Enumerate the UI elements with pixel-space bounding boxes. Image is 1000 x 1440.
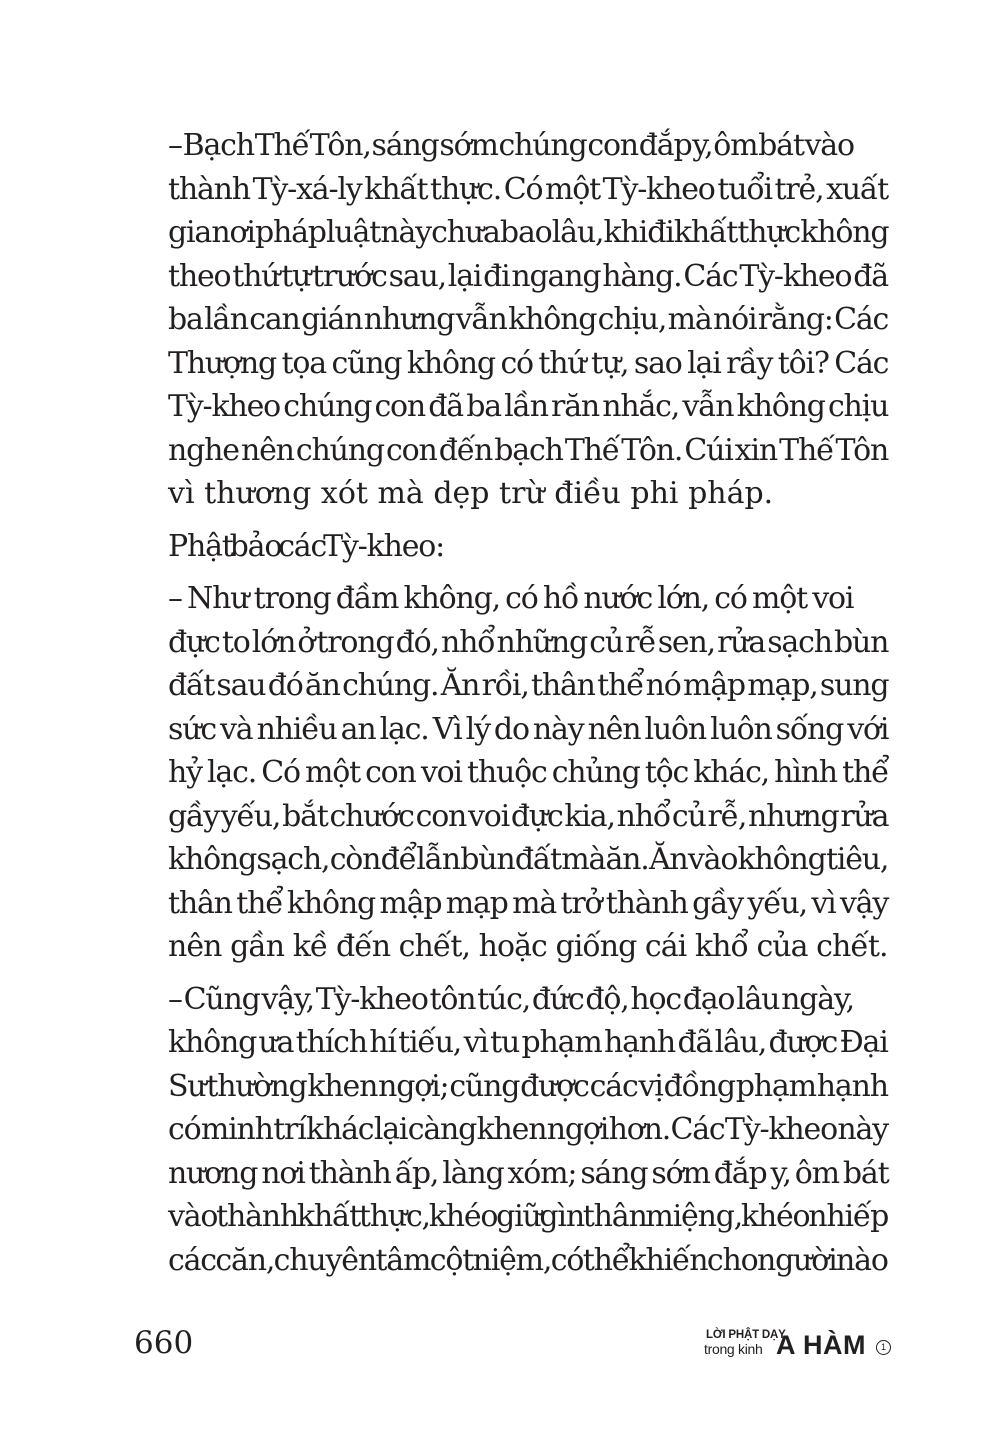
text-line: theo thứ tự trước sau, lại đi ngang hàng. Các Tỳ-kheo đã <box>168 258 888 294</box>
text-line: không ưa thích hí tiếu, vì tu phạm hạnh đã lâu, được Đại <box>168 1025 888 1060</box>
text-line: nương nơi thành ấp, làng xóm; sáng sớm đắp y, ôm bát <box>168 1155 889 1191</box>
text-line: Thượng tọa cũng không có thứ tự, sao lại rầy tôi? Các <box>168 345 889 381</box>
text-line: sức và nhiều an lạc. Vì lý do này nên luôn luôn sống với <box>168 711 889 747</box>
text-line: gầy yếu, bắt chước con voi đực kia, nhổ củ rễ, nhưng rửa <box>168 798 889 834</box>
paragraph-4 <box>134 978 888 1283</box>
text-line: Phật bảo các Tỳ-kheo: <box>168 528 445 564</box>
paragraph-2 <box>134 525 888 569</box>
text-line: Sư thường khen ngợi; cũng được các vị đồng phạm hạnh <box>168 1068 888 1104</box>
text-line: đất sau đó ăn chúng. Ăn rồi, thân thể nó mập mạp, sung <box>168 668 889 703</box>
text-line: hỷ lạc. Có một con voi thuộc chủng tộc khác, hình thể <box>168 755 889 790</box>
logo-top-text: LỜI PHẬT DẠY <box>706 1329 786 1341</box>
text-line: không sạch, còn để lẫn bùn đất mà ăn. Ăn vào không tiêu, <box>168 842 889 877</box>
text-line: Tỳ-kheo chúng con đã ba lần răn nhắc, vẫn không chịu <box>168 389 889 424</box>
text-line: vì thương xót mà dẹp trừ điều phi pháp. <box>168 476 774 511</box>
text-line: gia nơi pháp luật này chưa bao lâu, khi đi khất thực không <box>168 215 889 250</box>
text-line: nghe nên chúng con đến bạch Thế Tôn. Cúi xin Thế Tôn <box>168 432 889 468</box>
text-line: vào thành khất thực, khéo giữ gìn thân miệng, khéo nhiếp <box>168 1199 889 1234</box>
text-line: nên gần kề đến chết, hoặc giống cái khổ của chết. <box>168 929 888 964</box>
text-line: có minh trí khác lại càng khen ngợi hơn. Các Tỳ-kheo này <box>168 1112 888 1147</box>
paragraph-1 <box>134 124 888 516</box>
book-title-logo <box>704 1329 892 1365</box>
logo-main-text: A HÀM <box>776 1330 866 1360</box>
text-line: các căn, chuyên tâm cột niệm, có thể khiến cho người nào <box>168 1242 888 1278</box>
text-line: – Như trong đầm không, có hồ nước lớn, có một voi <box>168 581 854 616</box>
text-line: đực to lớn ở trong đó, nhổ những củ rễ sen, rửa sạch bùn <box>168 624 889 660</box>
logo-bottom-text: trong kinh <box>704 1341 763 1357</box>
text-line: – Cũng vậy, Tỳ-kheo tôn túc, đức độ, học đạo lâu ngày, <box>168 981 854 1017</box>
paragraph-3 <box>134 577 888 969</box>
text-line: thành Tỳ-xá-ly khất thực. Có một Tỳ-kheo tuổi trẻ, xuất <box>168 171 888 207</box>
text-line: ba lần can gián nhưng vẫn không chịu, mà nói rằng: Các <box>168 302 889 337</box>
text-line: – Bạch Thế Tôn, sáng sớm chúng con đắp y, ôm bát vào <box>168 128 854 163</box>
volume-number-badge: 1 <box>876 1340 891 1355</box>
text-line: thân thể không mập mạp mà trở thành gầy yếu, vì vậy <box>168 885 889 921</box>
page-body <box>134 124 888 1291</box>
page-number: 660 <box>134 1325 194 1361</box>
